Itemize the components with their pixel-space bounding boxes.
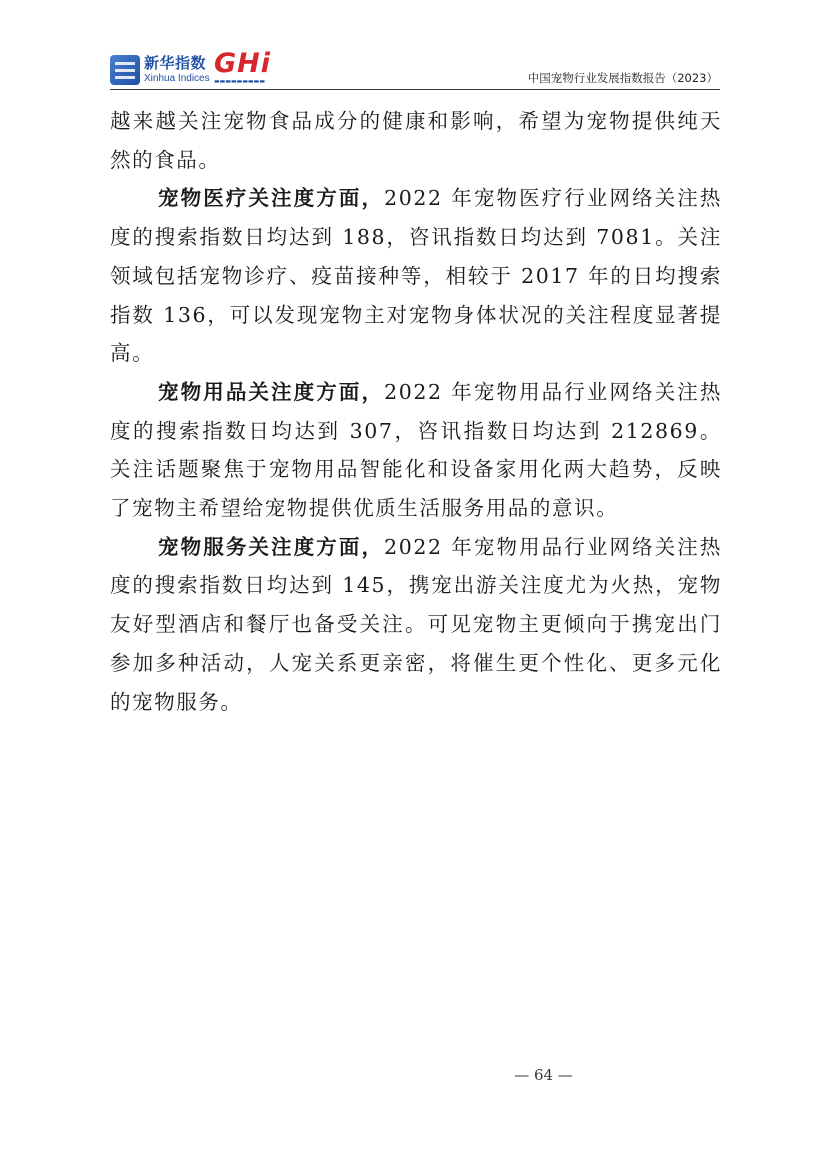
header-divider	[110, 89, 720, 90]
ghi-logo	[214, 50, 271, 85]
xinhua-logo-cn: 新华指数	[144, 54, 207, 72]
page-header	[110, 48, 718, 90]
paragraph-services: 宠物服务关注度方面，2022 年宠物用品行业网络关注热度的搜索指数日均达到 145，携宠出游关注度尤为火热，宠物友好型酒店和餐厅也备受关注。可见宠物主更倾向于携宠出门参加多种活动，人宠关系更亲密，将催生更个性化、更多元化的宠物服务。	[110, 534, 723, 714]
paragraph-heading: 宠物医疗关注度方面，	[158, 186, 385, 211]
paragraph-heading: 宠物服务关注度方面，	[158, 534, 385, 559]
xinhua-logo-icon	[110, 55, 140, 85]
paragraph-supplies: 宠物用品关注度方面，2022 年宠物用品行业网络关注热度的搜索指数日均达到 307，咨讯指数日均达到 212869。关注话题聚焦于宠物用品智能化和设备家用化两大趋势，反映了宠物主希望给宠物提供优质生活服务用品的意识。	[110, 379, 723, 521]
paragraph-heading: 宠物用品关注度方面，	[158, 379, 385, 404]
page-number: — 64 —	[514, 1066, 573, 1084]
xinhua-indices-logo	[110, 54, 210, 86]
ghi-logo-word: GHi	[214, 48, 272, 79]
paragraph-continuation: 越来越关注宠物食品成分的健康和影响，希望为宠物提供纯天然的食品。	[110, 109, 722, 172]
document-body	[110, 102, 722, 721]
xinhua-logo-en: Xinhua Indices	[144, 73, 210, 84]
ghi-logo-subtitle-graphic: ▬▬▬▬▬▬▬▬▬	[214, 78, 266, 85]
paragraph-medical: 宠物医疗关注度方面，2022 年宠物医疗行业网络关注热度的搜索指数日均达到 188，咨讯指数日均达到 7081。关注领域包括宠物诊疗、疫苗接种等，相较于 2017 年的日均搜索指数 136，可以发现宠物主对宠物身体状况的关注程度显著提高。	[110, 186, 723, 366]
report-title: 中国宠物行业发展指数报告（2023）	[527, 71, 718, 85]
